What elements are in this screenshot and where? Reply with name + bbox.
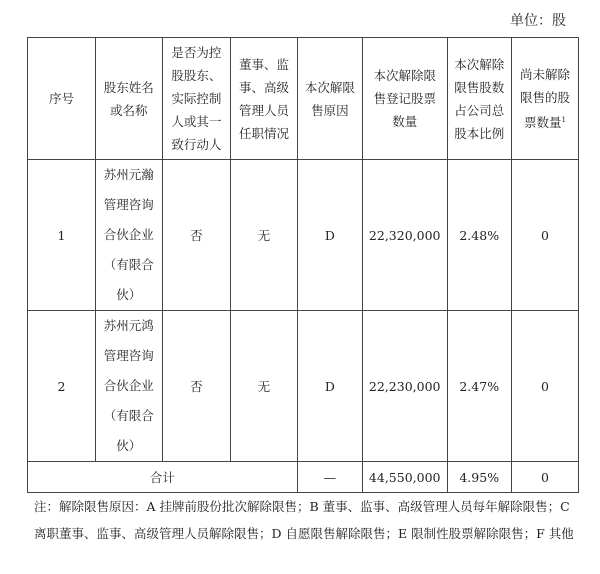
total-remaining: 0 <box>511 462 578 493</box>
header-text: 尚未解除限售的股票数量 <box>519 66 570 131</box>
total-label: 合计 <box>28 462 298 493</box>
ratio: 2.48% <box>447 160 511 311</box>
reason: D <box>297 160 362 311</box>
table-header-row <box>28 38 579 160</box>
header-cell: 序号 <box>28 38 96 160</box>
controlling-flag: 否 <box>162 160 231 311</box>
controlling-flag: 否 <box>162 311 231 462</box>
remaining: 0 <box>511 311 578 462</box>
ratio: 2.47% <box>447 311 511 462</box>
header-cell: 本次解除限售股数占公司总股本比例 <box>447 38 511 160</box>
header-cell: 股东姓名或名称 <box>95 38 162 160</box>
header-cell: 本次解除限售登记股票数量 <box>362 38 447 160</box>
shareholder-name: 苏州元鸿管理咨询合伙企业（有限合伙） <box>95 311 162 462</box>
footnote-text: 注：解除限售原因：A 挂牌前股份批次解除限售；B 董事、监事、高级管理人员每年解除限售；C 离职董事、监事、高级管理人员解除限售；D 自愿限售解除限售；E 限制性股票解除限售；F 其他 <box>34 499 574 541</box>
unlock-shares-table <box>27 37 579 493</box>
position: 无 <box>231 311 298 462</box>
footnote-marker: 1 <box>561 115 566 124</box>
total-reason: — <box>297 462 362 493</box>
table-row <box>28 311 579 462</box>
position: 无 <box>231 160 298 311</box>
remaining: 0 <box>511 160 578 311</box>
row-no: 1 <box>28 160 96 311</box>
total-ratio: 4.95% <box>447 462 511 493</box>
table-row <box>28 160 579 311</box>
total-shares: 44,550,000 <box>362 462 447 493</box>
shares: 22,320,000 <box>362 160 447 311</box>
header-cell: 是否为控股股东、实际控制人或其一致行动人 <box>162 38 231 160</box>
row-no: 2 <box>28 311 96 462</box>
unit-label: 单位：股 <box>510 13 566 29</box>
total-row <box>28 462 579 493</box>
shares: 22,230,000 <box>362 311 447 462</box>
header-cell <box>511 38 578 160</box>
header-cell: 董事、监事、高级管理人员任职情况 <box>231 38 298 160</box>
reason: D <box>297 311 362 462</box>
header-cell: 本次解限售原因 <box>297 38 362 160</box>
shareholder-name: 苏州元瀚管理咨询合伙企业（有限合伙） <box>95 160 162 311</box>
